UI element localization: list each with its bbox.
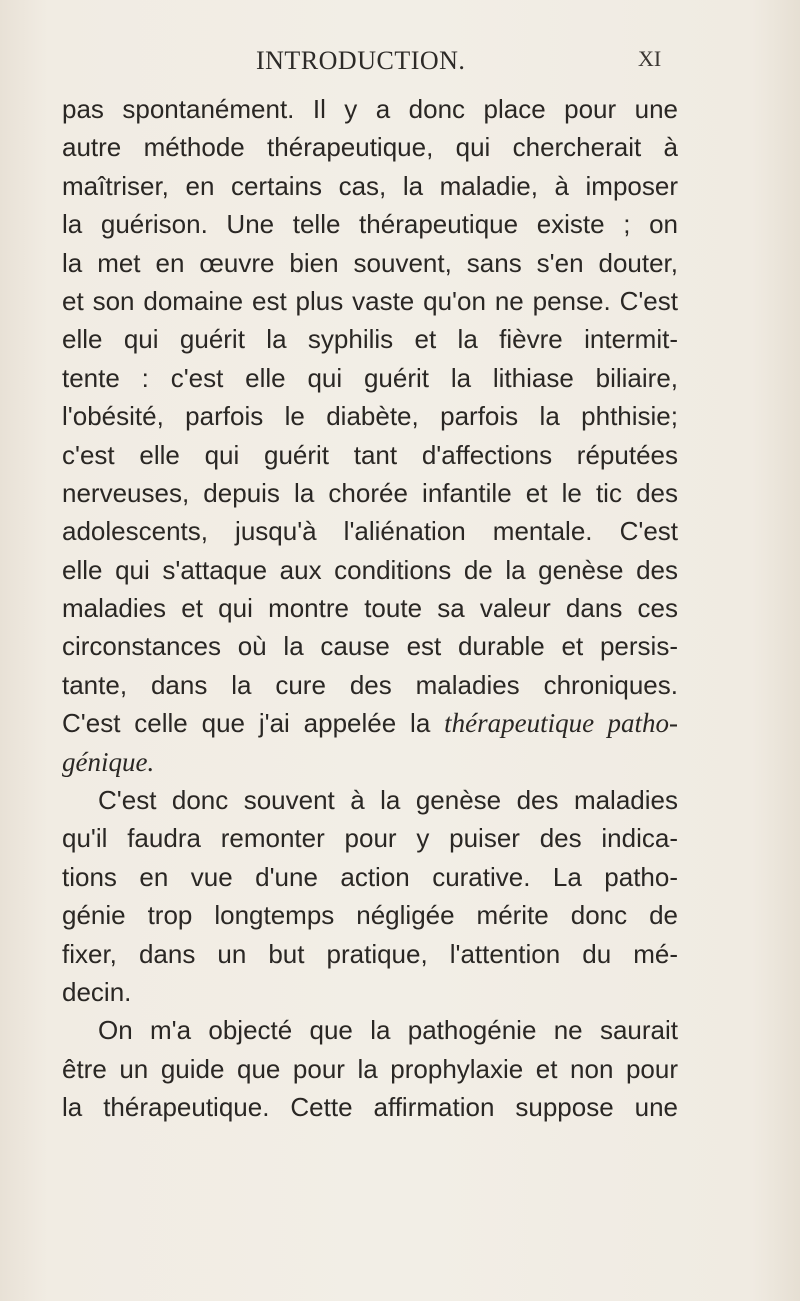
body-text (62, 90, 678, 1127)
text-line: tante, dans la cure des maladies chroniques. (62, 669, 678, 700)
text-line: c'est elle qui guérit tant d'affections réputées (62, 439, 678, 470)
running-title: INTRODUCTION. (256, 46, 466, 75)
text-line: autre méthode thérapeutique, qui chercherait à (62, 132, 678, 163)
text-line: maîtriser, en certains cas, la maladie, à imposer (62, 170, 678, 201)
text-line: l'obésité, parfois le diabète, parfois la phthisie; (62, 401, 678, 432)
text-line: la guérison. Une telle thérapeutique existe ; on (62, 209, 678, 240)
text-line: et son domaine est plus vaste qu'on ne pense. C'est (62, 285, 678, 316)
text-line: génie trop longtemps négligée mérite donc de (62, 900, 678, 931)
text-line: la met en œuvre bien souvent, sans s'en douter, (62, 247, 678, 278)
page-number: XI (638, 46, 662, 71)
text-line: maladies et qui montre toute sa valeur dans ces (62, 593, 678, 624)
text-line: la thérapeutique. Cette affirmation suppose une (62, 1092, 678, 1123)
text-line: tente : c'est elle qui guérit la lithiase biliaire, (62, 362, 678, 393)
text-line: nerveuses, depuis la chorée infantile et le tic des (62, 477, 678, 508)
text-line: qu'il faudra remonter pour y puiser des indica- (62, 823, 678, 854)
text-line: adolescents, jusqu'à l'aliénation mentale. C'est (62, 516, 678, 547)
text-line: On m'a objecté que la pathogénie ne saurait (98, 1015, 678, 1046)
text-line-with-italic (62, 704, 678, 742)
italic-sentence-prefix: C'est celle que j'ai appelée la (62, 708, 445, 739)
text-line: pas spontanément. Il y a donc place pour une (62, 94, 678, 124)
text-line: tions en vue d'une action curative. La patho- (62, 861, 678, 892)
text-line: être un guide que pour la prophylaxie et non pour (62, 1053, 678, 1084)
text-line: elle qui s'attaque aux conditions de la genèse des (62, 554, 678, 585)
text-line: C'est donc souvent à la genèse des maladies (98, 785, 678, 816)
text-line (62, 743, 678, 781)
text-line: fixer, dans un but pratique, l'attention du mé- (62, 938, 678, 969)
text-line: circonstances où la cause est durable et persis- (62, 631, 678, 662)
text-line: elle qui guérit la syphilis et la fièvre intermit- (62, 324, 678, 355)
running-head (0, 46, 800, 82)
italic-term-continuation: génique. (62, 746, 155, 777)
text-line: decin. (62, 976, 132, 1007)
italic-term: thérapeutique patho- (444, 708, 678, 739)
